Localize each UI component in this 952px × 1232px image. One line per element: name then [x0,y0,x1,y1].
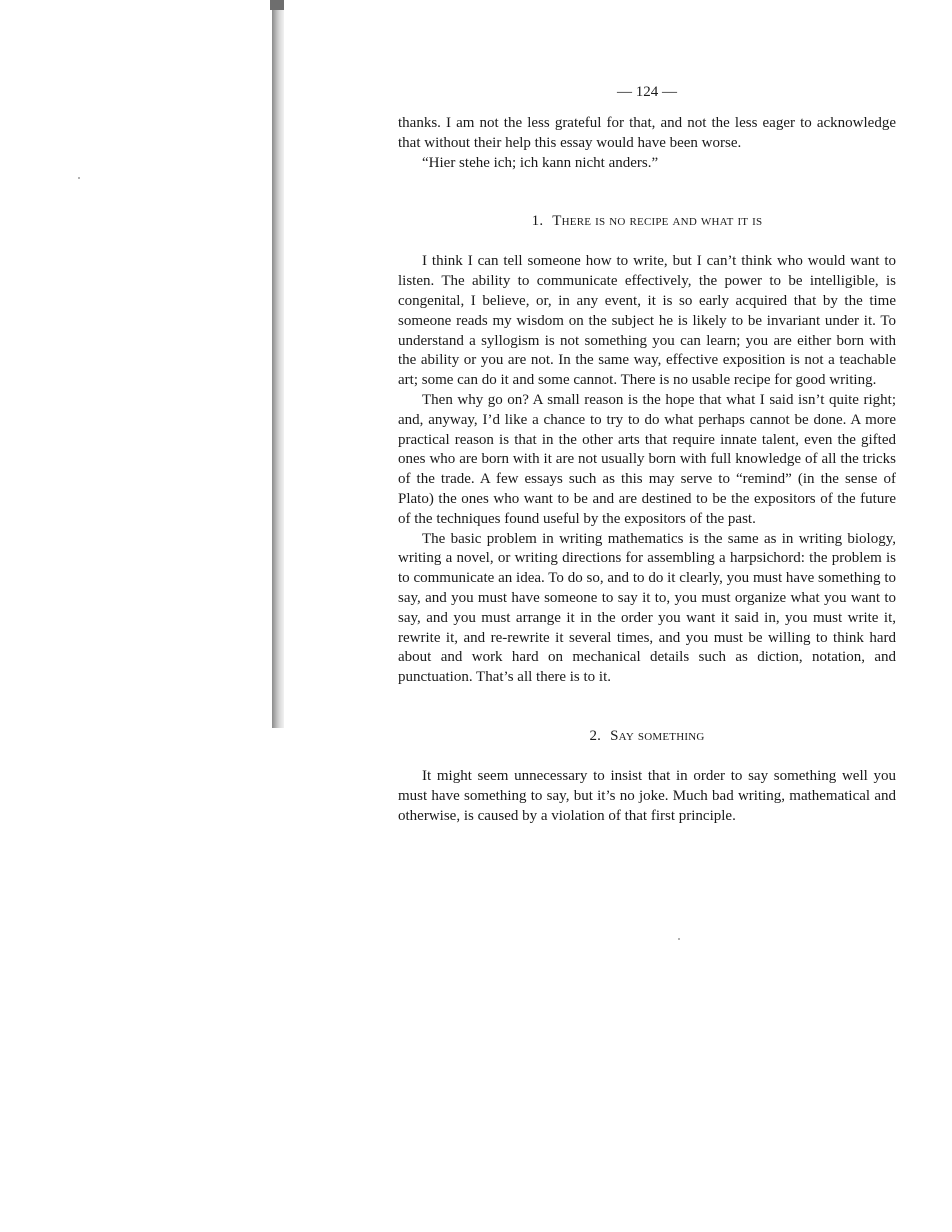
opening-paragraph: thanks. I am not the less grateful for that, and not the less eager to acknowledge that without their help this essay would have been worse. [398,115,896,151]
page-number: — 124 — [617,84,677,100]
section-1-paragraph: The basic problem in writing mathematics is the same as in writing biology, writing a novel, or writing directions for assembling a harpsichord: the problem is to communicate an idea. To do so, and to do it clearly, you must have something to say, and you must have someone to say it to, you must organize what you want to say, and you must arrange it in the order you want it said in, you must write it, rewrite it, and re-rewrite it several times, and you must be willing to think hard about and work hard on mechanical details such as diction, notation, and punctuation. That’s all there is to it. [398,530,896,686]
scan-speck [678,938,680,940]
section-2-title: Say something [610,727,705,744]
binding-cap [270,0,284,10]
section-2-number: 2. [589,727,602,744]
book-page [398,84,896,826]
section-1-heading [398,213,896,230]
opening-quote: “Hier stehe ich; ich kann nicht anders.” [422,154,659,171]
section-2-paragraph: It might seem unnecessary to insist that in order to say something well you must have something to say, but it’s no joke. Much bad writing, mathematical and otherwise, is caused by a violation of that first principle. [398,767,896,824]
section-1-number: 1. [531,213,544,230]
scan-speck [78,177,80,179]
section-1-paragraph: Then why go on? A small reason is the hope that what I said isn’t quite right; and, anyway, I’d like a chance to try to do what perhaps cannot be done. A more practical reason is that in the other arts that require innate talent, even the gifted ones who are born with it are not usually born with full knowledge of all the tricks of the trade. A few essays such as this may serve to “remind” (in the sense of Plato) the ones who want to be and are destined to be the expositors of the future of the techniques found useful by the expositors of the past. [398,391,896,527]
section-2-heading [398,728,896,745]
binding-shadow [272,0,284,728]
section-1-paragraph: I think I can tell someone how to write, but I can’t think who would want to listen. The ability to communicate effectively, the power to be intelligible, is congenital, I believe, or, in any event, it is so early acquired that by the time someone reads my wisdom on the subject he is likely to be invariant under it. To understand a syllogism is not something you can learn; you are either born with the ability or you are not. In the same way, effective exposition is not a teachable art; some can do it and some cannot. There is no usable recipe for good writing. [398,253,896,389]
section-1-title: There is no recipe and what it is [552,213,763,230]
